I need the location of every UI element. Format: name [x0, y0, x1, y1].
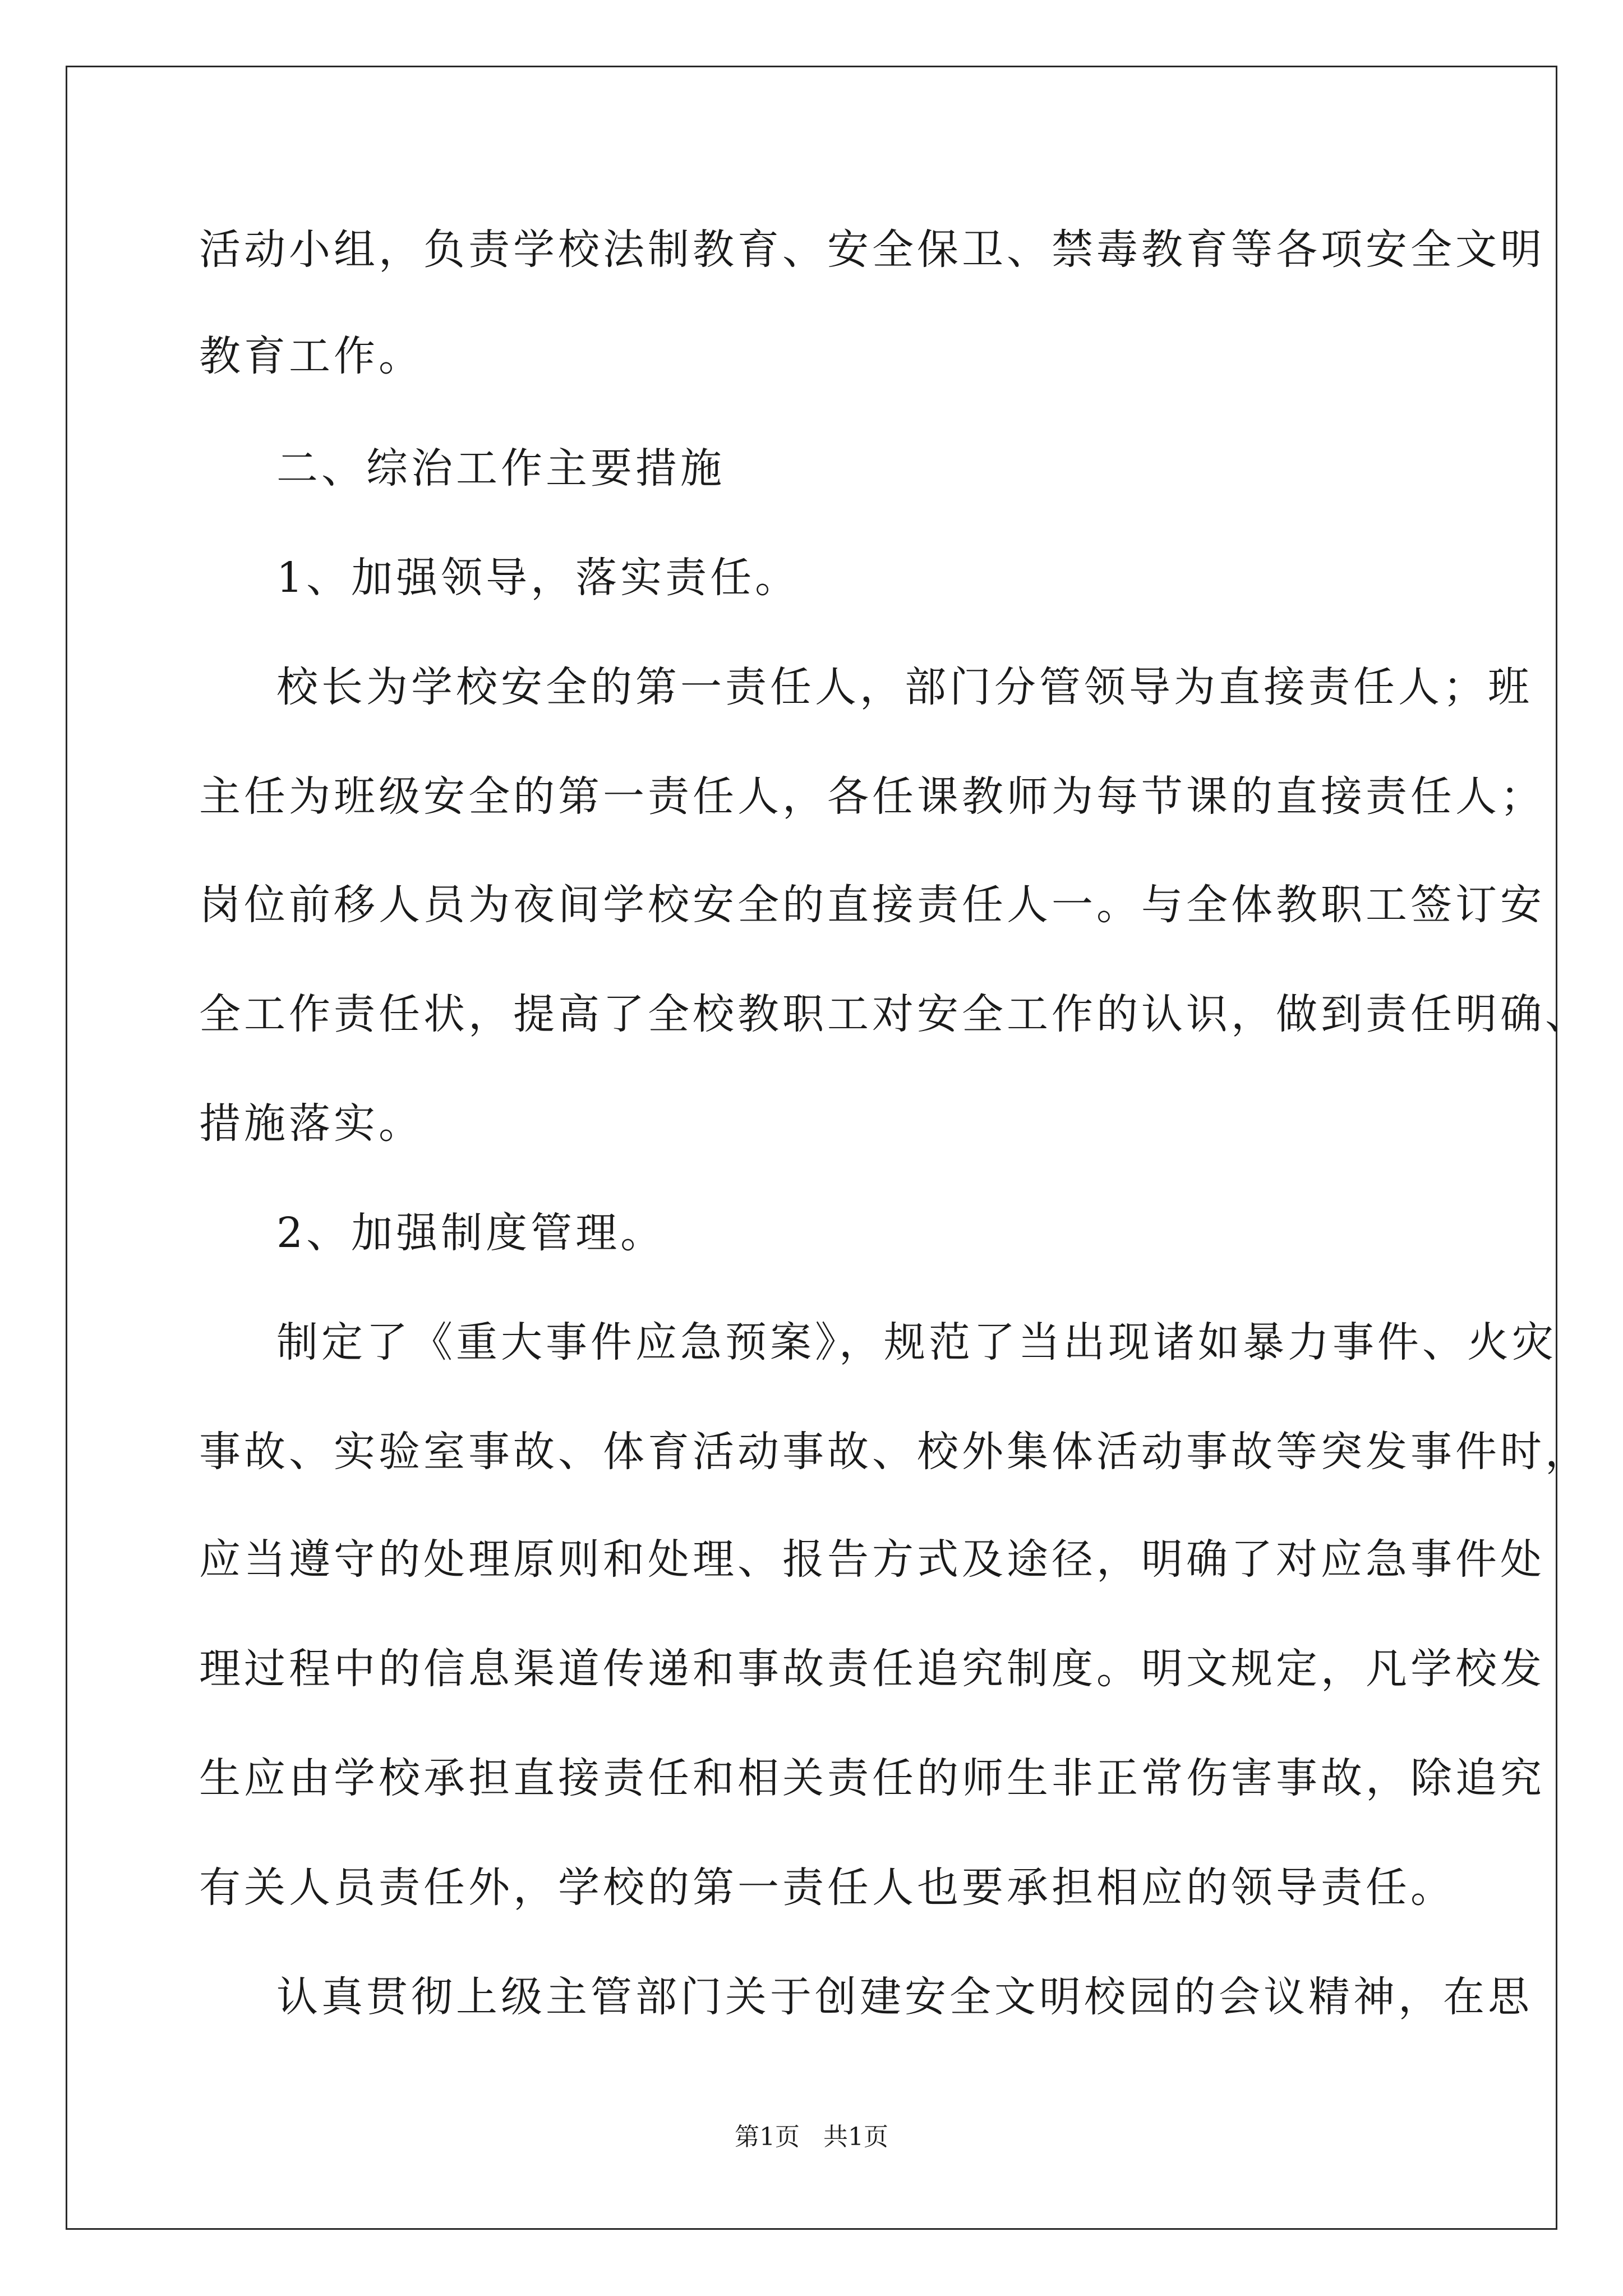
section-heading: 二、综治工作主要措施 [276, 444, 725, 493]
paragraph-line: 主任为班级安全的第一责任人，各任课教师为每节课的直接责任人； [199, 772, 1545, 821]
paragraph-line: 全工作责任状，提高了全校教职工对安全工作的认识，做到责任明确、 [199, 990, 1590, 1038]
paragraph-line: 理过程中的信息渠道传递和事故责任追究制度。明文规定，凡学校发 [199, 1645, 1545, 1693]
paragraph-line: 岗位前移人员为夜间学校安全的直接责任人一。与全体教职工签订安 [199, 881, 1545, 929]
paragraph-line: 认真贯彻上级主管部门关于创建安全文明校园的会议精神，在思 [276, 1973, 1533, 2021]
subsection-heading: 2、加强制度管理。 [276, 1209, 666, 1257]
page-footer: 第1页 共1页 [735, 2123, 888, 2151]
paragraph-line: 应当遵守的处理原则和处理、报告方式及途径，明确了对应急事件处 [199, 1535, 1545, 1584]
paragraph-line: 制定了《重大事件应急预案》，规范了当出现诸如暴力事件、火灾 [276, 1318, 1557, 1366]
paragraph-line: 活动小组，负责学校法制教育、安全保卫、禁毒教育等各项安全文明 [199, 226, 1545, 274]
paragraph-line: 措施落实。 [199, 1099, 423, 1148]
paragraph-line: 生应由学校承担直接责任和相关责任的师生非正常伤害事故，除追究 [199, 1754, 1545, 1802]
paragraph-line: 有关人员责任外，学校的第一责任人也要承担相应的领导责任。 [199, 1864, 1455, 1912]
paragraph-line: 教育工作。 [199, 332, 423, 380]
subsection-heading: 1、加强领导，落实责任。 [276, 554, 800, 602]
paragraph-line: 事故、实验室事故、体育活动事故、校外集体活动事故等突发事件时， [199, 1428, 1590, 1476]
paragraph-line: 校长为学校安全的第一责任人，部门分管领导为直接责任人；班 [276, 663, 1533, 711]
